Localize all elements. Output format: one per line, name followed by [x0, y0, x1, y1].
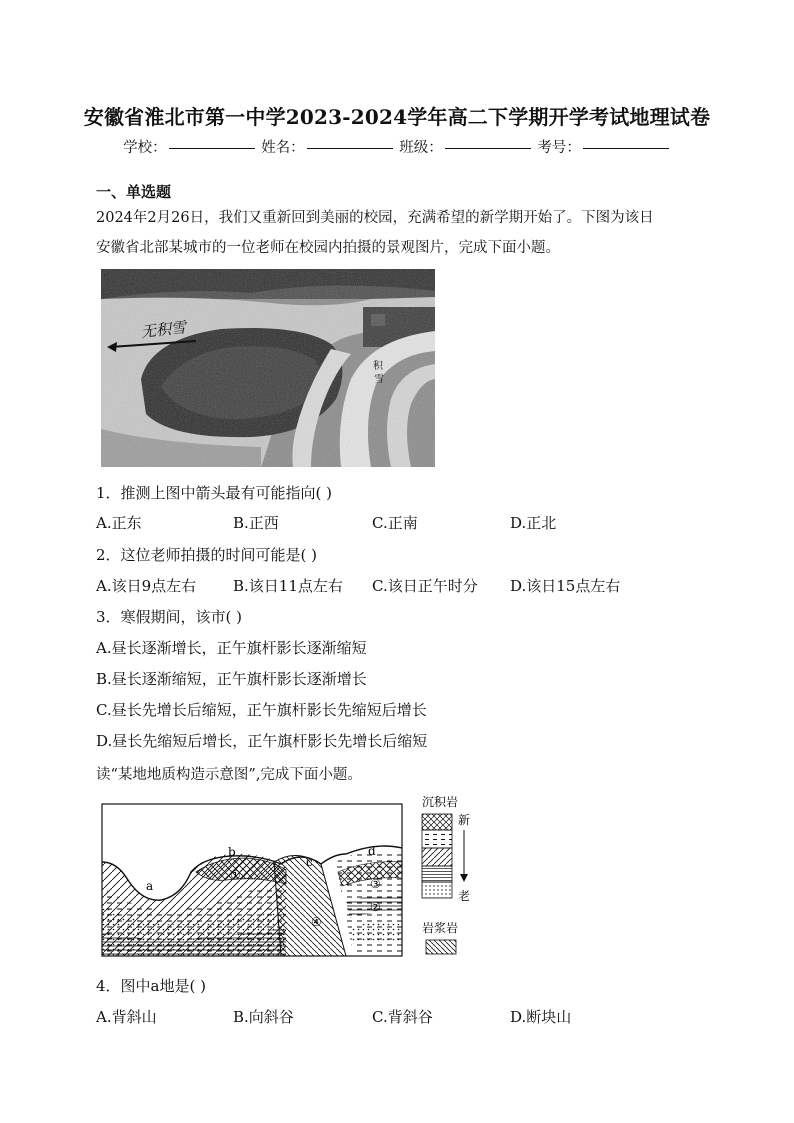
intro-line-1: 2024年2月26日，我们又重新回到美丽的校园，充满希望的新学期开始了。下图为该日 — [96, 210, 654, 226]
label-3: ③ — [370, 877, 381, 891]
q3-option-a[interactable]: A.昼长逐渐增长，正午旗杆影长逐渐缩短 — [96, 639, 367, 657]
q2-option-c[interactable]: C.该日正午时分 — [372, 577, 478, 595]
label-4: ④ — [311, 915, 322, 929]
label-1: ① — [230, 868, 241, 882]
legend-igneous-label: 岩浆岩 — [422, 921, 459, 935]
intro-2-line: 读“某地地质构造示意图”,完成下面小题。 — [96, 767, 362, 783]
label-c: c — [306, 855, 313, 869]
q1-option-c[interactable]: C.正南 — [372, 514, 418, 532]
campus-snow-photo — [101, 269, 435, 467]
legend-sedimentary-label: 沉积岩 — [422, 795, 459, 809]
exam-title: 安徽省淮北市第一中学2023-2024学年高二下学期开学考试地理试卷 — [83, 105, 711, 129]
q2-option-d[interactable]: D.该日15点左右 — [510, 577, 621, 595]
question-4-stem: 4．图中a地是( ) — [96, 977, 206, 995]
q3-option-c[interactable]: C.昼长先增长后缩短，正午旗杆影长先缩短后增长 — [96, 701, 427, 719]
class-blank — [445, 148, 531, 149]
question-3-stem: 3．寒假期间，该市( ) — [96, 608, 243, 626]
label-a: a — [146, 879, 154, 893]
q4-option-a[interactable]: A.背斜山 — [96, 1008, 157, 1026]
q4-option-b[interactable]: B.向斜谷 — [233, 1008, 294, 1026]
legend-new-label: 新 — [458, 813, 471, 827]
snow-label-2: 雪 — [374, 374, 384, 385]
q2-option-b[interactable]: B.该日11点左右 — [233, 577, 343, 595]
q1-option-a[interactable]: A.正东 — [96, 514, 142, 532]
id-label: 考号： — [537, 140, 581, 156]
question-1-stem: 1．推测上图中箭头最有可能指向( ) — [96, 484, 333, 502]
q3-option-d[interactable]: D.昼长先缩短后增长，正午旗杆影长先增长后缩短 — [96, 732, 428, 750]
q2-option-a[interactable]: A.该日9点左右 — [96, 577, 197, 595]
q3-option-b[interactable]: B.昼长逐渐缩短，正午旗杆影长逐渐增长 — [96, 670, 367, 688]
class-label: 班级： — [399, 140, 443, 156]
no-snow-label: 无积雪 — [140, 318, 187, 342]
school-blank — [169, 148, 255, 149]
q1-option-b[interactable]: B.正西 — [233, 514, 279, 532]
section-heading: 一、单选题 — [96, 183, 172, 201]
q4-option-d[interactable]: D.断块山 — [510, 1008, 572, 1026]
label-2: ② — [370, 900, 381, 914]
q1-option-d[interactable]: D.正北 — [510, 514, 557, 532]
q4-option-c[interactable]: C.背斜谷 — [372, 1008, 433, 1026]
name-blank — [307, 148, 393, 149]
legend-old-label: 老 — [458, 889, 471, 903]
student-info-line — [0, 136, 794, 157]
label-b: b — [228, 845, 236, 859]
diagram-legend — [416, 792, 486, 964]
snow-label-1: 积 — [373, 361, 383, 372]
label-d: d — [368, 844, 376, 858]
intro-line-2: 安徽省北部某城市的一位老师在校园内拍摄的景观图片，完成下面小题。 — [96, 240, 560, 256]
question-2-stem: 2．这位老师拍摄的时间可能是( ) — [96, 546, 318, 564]
school-label: 学校： — [123, 140, 167, 156]
id-blank — [583, 148, 669, 149]
name-label: 姓名： — [261, 140, 305, 156]
